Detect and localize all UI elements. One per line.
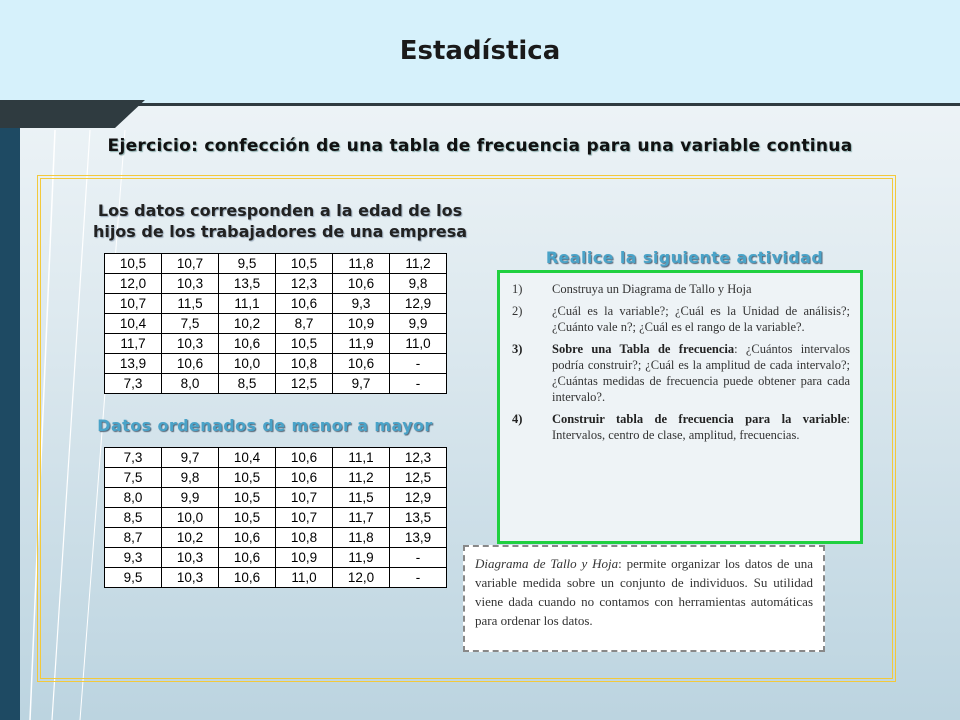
raw-table-row bbox=[105, 334, 447, 354]
raw-table-row bbox=[105, 254, 447, 274]
note-text: : permite organizar los datos de una variable medida sobre un conjunto de individuos. Su utilidad viene dada cuando no contamos con herramientas automáticas para ordenar los datos. bbox=[475, 556, 813, 628]
sorted-data-table bbox=[104, 447, 447, 588]
table-cell: 10,7 bbox=[162, 254, 219, 274]
table-cell: 7,3 bbox=[105, 374, 162, 394]
table-cell: 13,5 bbox=[219, 274, 276, 294]
table-cell: 12,3 bbox=[276, 274, 333, 294]
note-term: Diagrama de Tallo y Hoja bbox=[475, 556, 619, 571]
table-cell: 10,2 bbox=[162, 528, 219, 548]
sorted-table-row bbox=[105, 528, 447, 548]
activity-item-body: Construya un Diagrama de Tallo y Hoja bbox=[552, 282, 752, 296]
table-cell: 10,3 bbox=[162, 548, 219, 568]
table-cell: 10,6 bbox=[219, 568, 276, 588]
table-cell: 12,3 bbox=[390, 448, 447, 468]
table-cell: 10,6 bbox=[333, 274, 390, 294]
table-cell: 10,5 bbox=[219, 468, 276, 488]
table-cell: 11,1 bbox=[333, 448, 390, 468]
sorted-data-title: Datos ordenados de menor a mayor bbox=[97, 416, 433, 435]
table-cell: 9,9 bbox=[390, 314, 447, 334]
sorted-table-row bbox=[105, 468, 447, 488]
activity-item-body: : ¿Cuántos intervalos podría construir?; ¿Cuál es la amplitud de cada intervalo?; ¿Cuántas medidas de frecuencia puede obtener para cada intervalo?. bbox=[552, 342, 850, 404]
raw-table-row bbox=[105, 374, 447, 394]
activity-item-number: 1) bbox=[512, 282, 523, 296]
activity-item-body: ¿Cuál es la variable?; ¿Cuál es la Unidad de análisis?; ¿Cuánto vale n?; ¿Cuál es el rango de la variable?. bbox=[552, 304, 850, 334]
activity-item-number: 2) bbox=[512, 304, 523, 318]
exercise-title: Ejercicio: confección de una tabla de frecuencia para una variable continua bbox=[107, 136, 853, 156]
activity-list bbox=[512, 281, 850, 443]
table-cell: 9,7 bbox=[162, 448, 219, 468]
table-cell: 7,5 bbox=[105, 468, 162, 488]
table-cell: 9,5 bbox=[105, 568, 162, 588]
table-cell: 11,8 bbox=[333, 254, 390, 274]
raw-table-row bbox=[105, 354, 447, 374]
activity-item bbox=[512, 281, 850, 297]
activity-title: Realice la siguiente actividad bbox=[545, 248, 824, 267]
table-cell: 10,3 bbox=[162, 274, 219, 294]
table-cell: 9,9 bbox=[162, 488, 219, 508]
table-cell: 10,6 bbox=[219, 334, 276, 354]
table-cell: 10,0 bbox=[162, 508, 219, 528]
table-cell: 7,5 bbox=[162, 314, 219, 334]
table-cell: 10,4 bbox=[219, 448, 276, 468]
raw-table-row bbox=[105, 294, 447, 314]
activity-item-bold: Construir tabla de frecuencia para la variable bbox=[552, 412, 847, 426]
table-cell: 12,5 bbox=[390, 468, 447, 488]
table-cell: 12,0 bbox=[333, 568, 390, 588]
table-cell: 13,5 bbox=[390, 508, 447, 528]
table-cell: 8,0 bbox=[105, 488, 162, 508]
activity-item-number: 4) bbox=[512, 412, 523, 426]
table-cell: - bbox=[390, 374, 447, 394]
table-cell: 12,9 bbox=[390, 488, 447, 508]
activity-item bbox=[512, 411, 850, 443]
table-cell: 10,2 bbox=[219, 314, 276, 334]
table-cell: 10,9 bbox=[276, 548, 333, 568]
table-cell: 10,6 bbox=[276, 468, 333, 488]
raw-table-row bbox=[105, 314, 447, 334]
table-cell: 10,0 bbox=[219, 354, 276, 374]
table-cell: 8,5 bbox=[219, 374, 276, 394]
table-cell: 12,0 bbox=[105, 274, 162, 294]
activity-item-number: 3) bbox=[512, 342, 523, 356]
table-cell: 10,3 bbox=[162, 568, 219, 588]
activity-item-text bbox=[552, 411, 850, 443]
table-cell: 10,4 bbox=[105, 314, 162, 334]
table-cell: 11,5 bbox=[333, 488, 390, 508]
table-cell: 10,5 bbox=[276, 254, 333, 274]
activity-box bbox=[497, 270, 863, 544]
sorted-table-row bbox=[105, 508, 447, 528]
table-cell: 10,7 bbox=[276, 488, 333, 508]
table-cell: 8,0 bbox=[162, 374, 219, 394]
table-cell: 10,8 bbox=[276, 528, 333, 548]
data-description: Los datos corresponden a la edad de los hijos de los trabajadores de una empresa bbox=[92, 201, 468, 241]
table-cell: - bbox=[390, 354, 447, 374]
table-cell: 11,0 bbox=[390, 334, 447, 354]
table-cell: 12,5 bbox=[276, 374, 333, 394]
page-title: Estadística bbox=[399, 36, 561, 66]
table-cell: 10,7 bbox=[105, 294, 162, 314]
activity-item-body: : Intervalos, centro de clase, amplitud, frecuencias. bbox=[552, 412, 850, 442]
table-cell: 13,9 bbox=[390, 528, 447, 548]
table-cell: 9,8 bbox=[162, 468, 219, 488]
table-cell: 10,6 bbox=[333, 354, 390, 374]
table-cell: 8,7 bbox=[105, 528, 162, 548]
table-cell: 10,5 bbox=[276, 334, 333, 354]
table-cell: 10,3 bbox=[162, 334, 219, 354]
table-cell: 13,9 bbox=[105, 354, 162, 374]
table-cell: 11,1 bbox=[219, 294, 276, 314]
table-cell: - bbox=[390, 568, 447, 588]
raw-table-row bbox=[105, 274, 447, 294]
activity-item-bold: Sobre una Tabla de frecuencia bbox=[552, 342, 735, 356]
activity-item-text bbox=[552, 341, 850, 405]
table-cell: 8,7 bbox=[276, 314, 333, 334]
table-cell: - bbox=[390, 548, 447, 568]
table-cell: 11,7 bbox=[333, 508, 390, 528]
table-cell: 8,5 bbox=[105, 508, 162, 528]
table-cell: 10,8 bbox=[276, 354, 333, 374]
table-cell: 12,9 bbox=[390, 294, 447, 314]
table-cell: 10,7 bbox=[276, 508, 333, 528]
table-cell: 11,8 bbox=[333, 528, 390, 548]
table-cell: 10,6 bbox=[276, 448, 333, 468]
table-cell: 9,3 bbox=[333, 294, 390, 314]
table-cell: 11,2 bbox=[390, 254, 447, 274]
table-cell: 10,6 bbox=[219, 528, 276, 548]
table-cell: 7,3 bbox=[105, 448, 162, 468]
table-cell: 11,2 bbox=[333, 468, 390, 488]
title-bar bbox=[0, 0, 960, 106]
raw-data-table bbox=[104, 253, 447, 394]
table-cell: 11,7 bbox=[105, 334, 162, 354]
table-cell: 11,0 bbox=[276, 568, 333, 588]
table-cell: 10,9 bbox=[333, 314, 390, 334]
activity-item-text bbox=[552, 303, 850, 335]
table-cell: 10,6 bbox=[276, 294, 333, 314]
table-cell: 10,5 bbox=[219, 508, 276, 528]
table-cell: 10,5 bbox=[219, 488, 276, 508]
sorted-table-row bbox=[105, 548, 447, 568]
activity-item bbox=[512, 341, 850, 405]
sorted-table-row bbox=[105, 488, 447, 508]
table-cell: 11,5 bbox=[162, 294, 219, 314]
table-cell: 9,5 bbox=[219, 254, 276, 274]
table-cell: 10,6 bbox=[219, 548, 276, 568]
table-cell: 10,5 bbox=[105, 254, 162, 274]
table-cell: 9,3 bbox=[105, 548, 162, 568]
sorted-table-row bbox=[105, 448, 447, 468]
sorted-table-row bbox=[105, 568, 447, 588]
table-cell: 10,6 bbox=[162, 354, 219, 374]
table-cell: 9,8 bbox=[390, 274, 447, 294]
table-cell: 11,9 bbox=[333, 334, 390, 354]
stem-leaf-note bbox=[463, 545, 825, 652]
table-cell: 9,7 bbox=[333, 374, 390, 394]
activity-item bbox=[512, 303, 850, 335]
table-cell: 11,9 bbox=[333, 548, 390, 568]
activity-item-text bbox=[552, 281, 850, 297]
